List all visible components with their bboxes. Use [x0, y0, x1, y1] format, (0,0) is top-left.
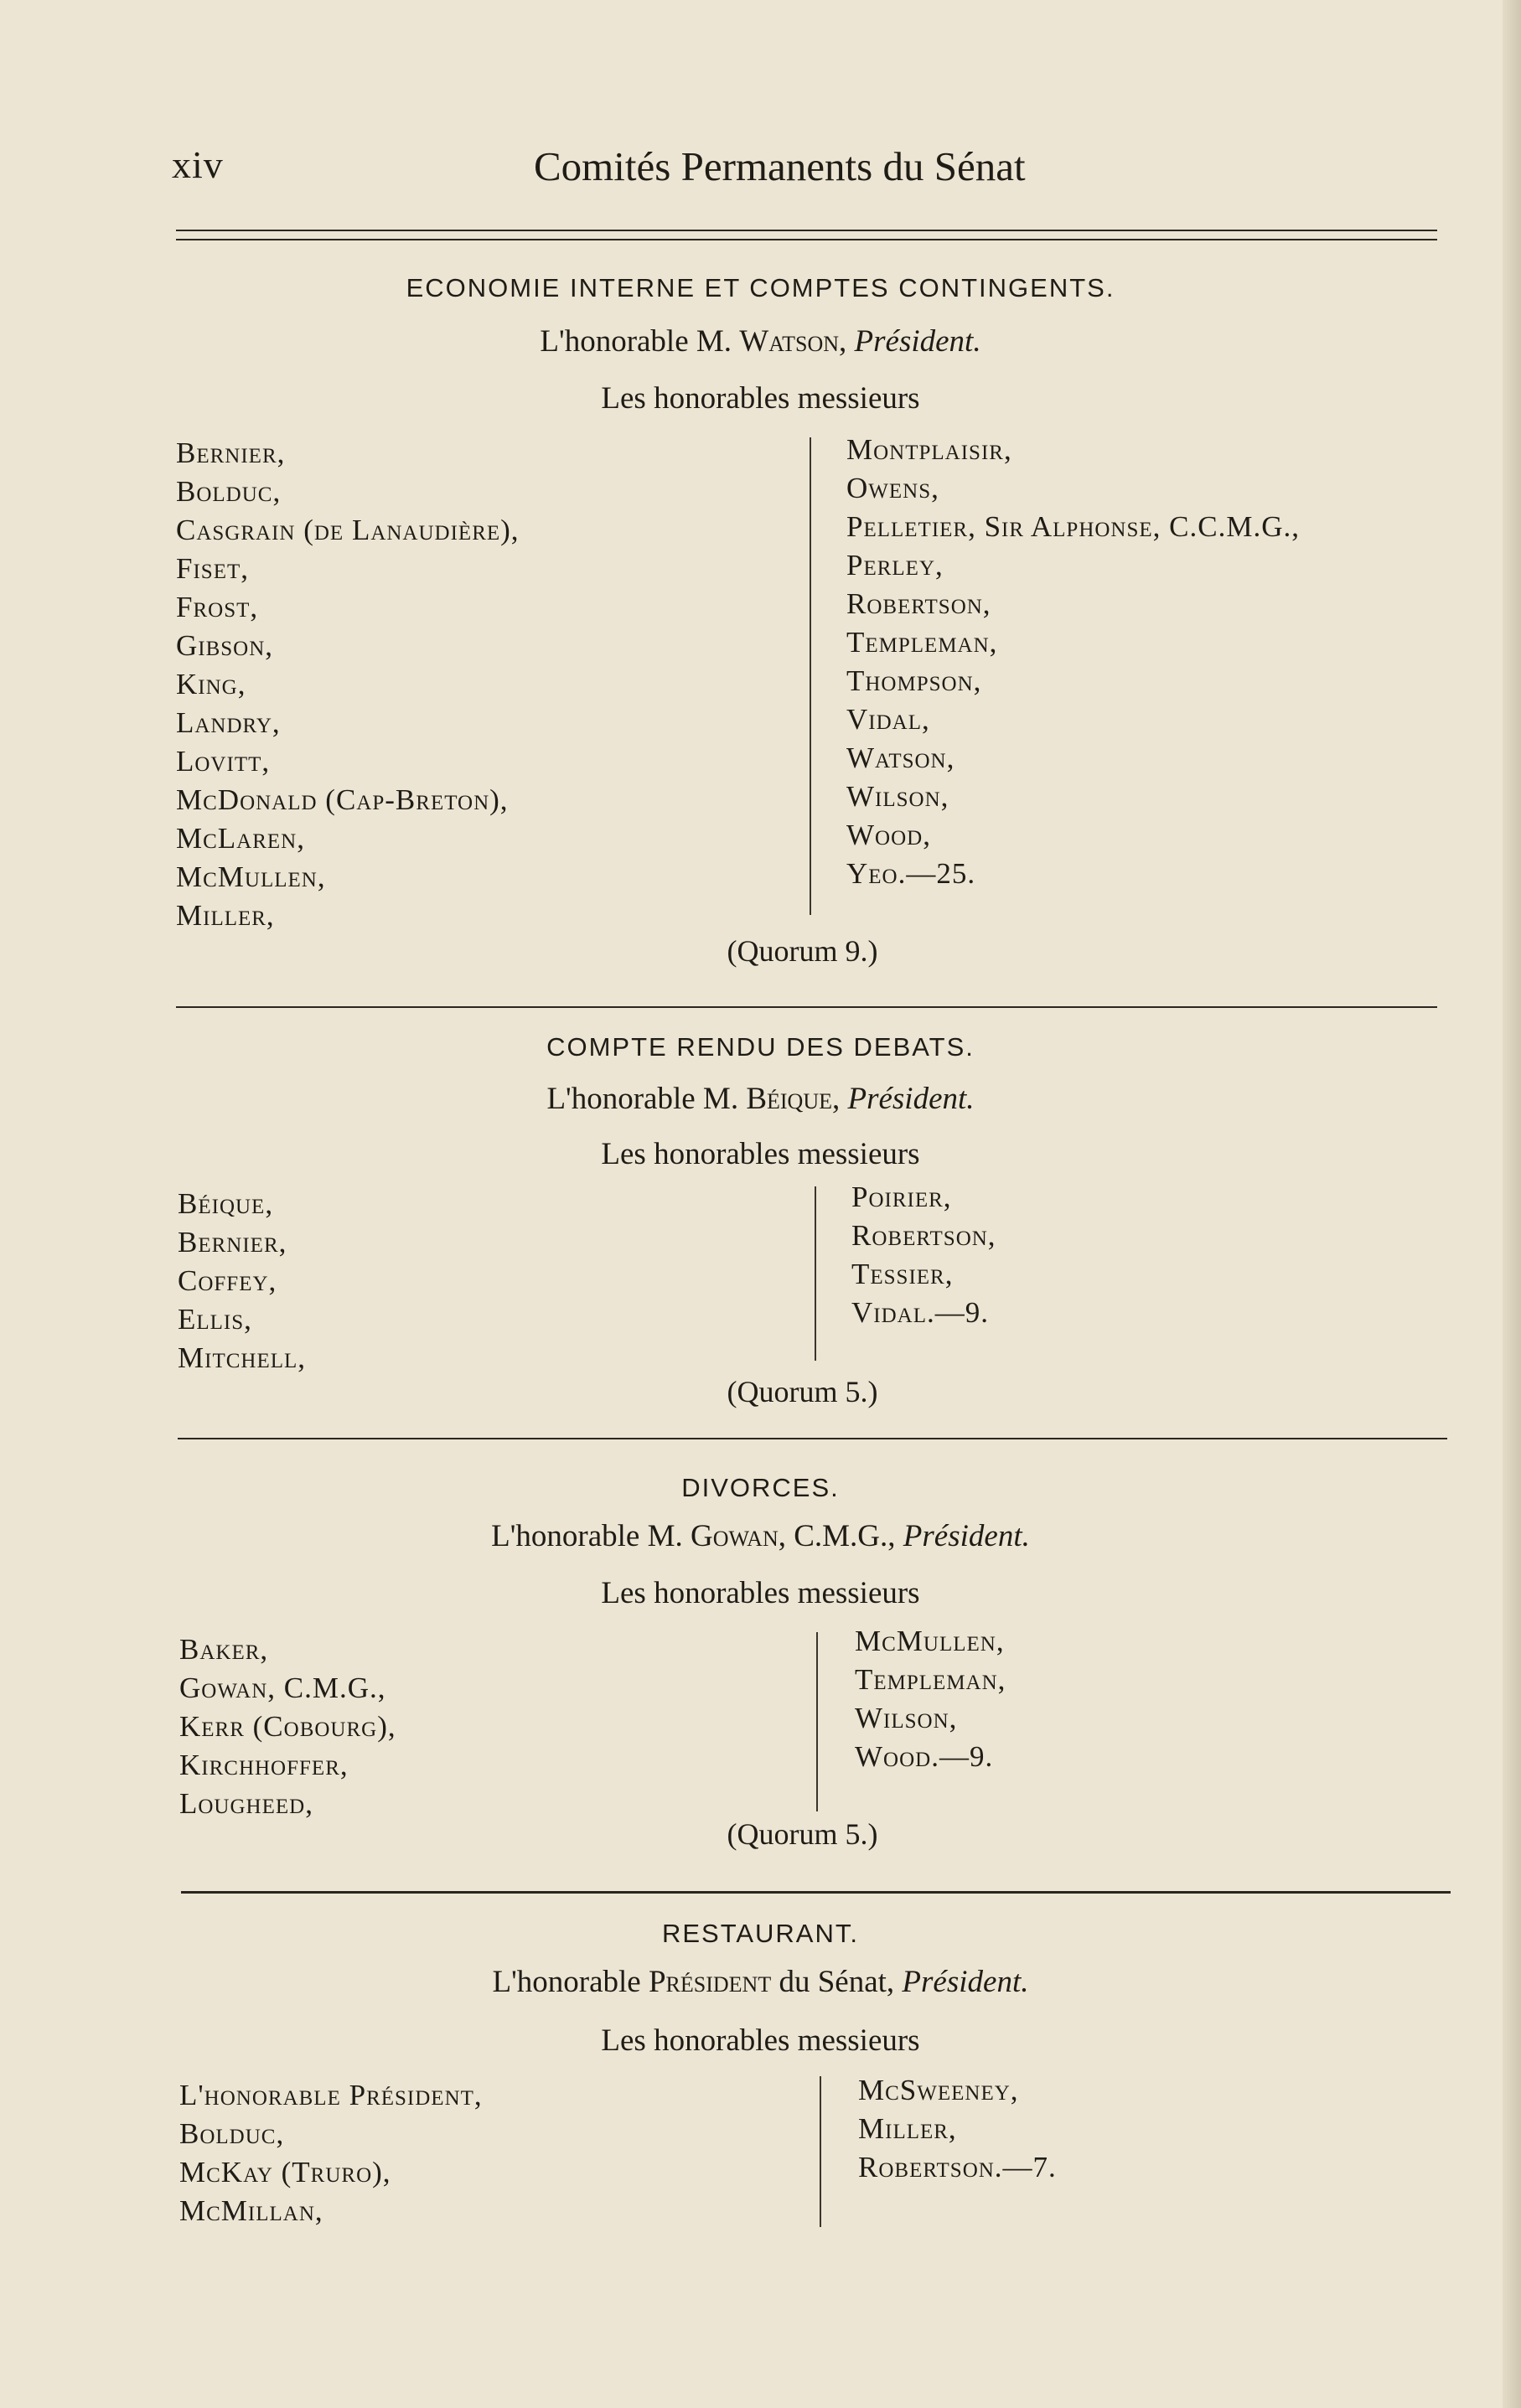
committee-chair: L'honorable M. Béique, Président.: [546, 1082, 975, 1116]
member-name: Perley,: [846, 549, 944, 581]
member-name: McSweeney,: [858, 2074, 1019, 2106]
member-name: McKay (Truro),: [179, 2156, 391, 2188]
member-name: Gowan, C.M.G.,: [179, 1672, 386, 1704]
member-name: Templeman,: [846, 626, 998, 659]
quorum: [0, 1816, 1521, 1852]
member-name: McMillan,: [179, 2194, 323, 2227]
member-name: Bolduc,: [179, 2117, 285, 2150]
quorum: [0, 933, 1521, 969]
committee-chair: [0, 1964, 1521, 2000]
members-left-column: [179, 2076, 483, 2230]
members-heading: Les honorables messieurs: [601, 2023, 920, 2058]
chair-role: Président.: [902, 1965, 1029, 1999]
members-right-column: [846, 431, 1300, 893]
chair-role: Président.: [847, 1082, 975, 1116]
member-name: Miller,: [176, 899, 275, 932]
chair-name: Watson: [739, 324, 840, 359]
members-right-column: [851, 1178, 996, 1332]
section-divider: [176, 1006, 1437, 1008]
member-name: McMullen,: [176, 860, 326, 893]
members-left-column: [176, 434, 520, 935]
member-name: Montplaisir,: [846, 433, 1012, 466]
member-name: Vidal.—9.: [851, 1296, 989, 1329]
member-name: Lougheed,: [179, 1787, 313, 1820]
members-right-column: [855, 1622, 1006, 1776]
member-name: Mitchell,: [178, 1341, 307, 1374]
quorum-text: (Quorum 5.): [727, 1375, 878, 1408]
member-name: Yeo.—25.: [846, 857, 976, 890]
section-divider: [181, 1891, 1451, 1894]
member-name: Béique,: [178, 1187, 274, 1220]
quorum-text: (Quorum 9.): [727, 934, 878, 968]
member-name: Robertson,: [851, 1219, 996, 1252]
members-heading: Les honorables messieurs: [601, 1576, 920, 1610]
member-name: Casgrain (de Lanaudière),: [176, 514, 520, 546]
column-divider: [820, 2076, 821, 2227]
member-name: Fiset,: [176, 552, 249, 585]
member-name: Lovitt,: [176, 745, 271, 778]
column-divider: [810, 437, 811, 915]
committee-chair: [0, 1518, 1521, 1554]
member-name: Wood.—9.: [855, 1740, 994, 1773]
member-name: Templeman,: [855, 1663, 1006, 1696]
header-double-rule-bottom: [176, 239, 1437, 240]
member-name: Tessier,: [851, 1258, 954, 1290]
member-name: Baker,: [179, 1633, 269, 1666]
member-name: Wilson,: [846, 780, 949, 813]
member-name: Watson,: [846, 742, 955, 774]
member-name: Bernier,: [178, 1226, 287, 1258]
running-title: Comités Permanents du Sénat: [534, 143, 1026, 189]
member-name: Gibson,: [176, 629, 274, 662]
member-name: McMullen,: [855, 1625, 1005, 1657]
committee-chair: L'honorable M. Watson, Président.: [540, 324, 981, 359]
member-name: Robertson.—7.: [858, 2151, 1057, 2183]
member-name: Pelletier, Sir Alphonse, C.C.M.G.,: [846, 510, 1300, 543]
member-name: Frost,: [176, 591, 259, 623]
member-name: Coffey,: [178, 1264, 277, 1297]
members-right-column: [858, 2071, 1057, 2187]
member-name: McDonald (Cap-Breton),: [176, 783, 509, 816]
committee-title: DIVORCES.: [681, 1473, 840, 1502]
header-double-rule-top: [176, 230, 1437, 231]
committee-title: COMPTE RENDU DES DEBATS.: [546, 1032, 975, 1062]
chair-prefix: L'honorable M.: [540, 324, 740, 359]
member-name: Bolduc,: [176, 475, 282, 508]
member-name: King,: [176, 668, 246, 700]
page-header: [0, 142, 1521, 201]
member-name: Bernier,: [176, 437, 286, 469]
column-divider: [816, 1632, 818, 1811]
chair-name: Gowan: [691, 1519, 779, 1553]
member-name: Owens,: [846, 472, 939, 504]
members-left-column: [178, 1185, 306, 1377]
chair-role: Président.: [854, 324, 981, 359]
quorum: [0, 1374, 1521, 1409]
member-name: Kirchhoffer,: [179, 1749, 349, 1781]
quorum-text: (Quorum 5.): [727, 1817, 878, 1851]
chair-name: Béique: [746, 1082, 832, 1116]
section-divider: [178, 1438, 1447, 1439]
member-name: Poirier,: [851, 1181, 952, 1213]
chair-prefix: L'honorable M.: [546, 1082, 747, 1116]
member-name: Landry,: [176, 706, 281, 739]
members-heading: Les honorables messieurs: [601, 1137, 920, 1171]
members-heading: Les honorables messieurs: [601, 381, 920, 416]
member-name: McLaren,: [176, 822, 305, 855]
member-name: Ellis,: [178, 1303, 252, 1336]
member-name: Robertson,: [846, 587, 991, 620]
members-left-column: [179, 1630, 396, 1823]
member-name: Thompson,: [846, 664, 982, 697]
chair-name: Président: [648, 1965, 772, 1999]
chair-suffix: , C.M.G.,: [778, 1519, 903, 1553]
chair-prefix: L'honorable: [492, 1965, 649, 1999]
chair-suffix: du Sénat,: [771, 1965, 903, 1999]
member-name: Wood,: [846, 819, 931, 851]
member-name: Miller,: [858, 2112, 957, 2145]
chair-prefix: L'honorable M.: [491, 1519, 691, 1553]
page-number: xiv: [172, 143, 224, 186]
member-name: Kerr (Cobourg),: [179, 1710, 396, 1743]
member-name: Wilson,: [855, 1702, 958, 1734]
chair-role: Président.: [903, 1519, 1030, 1553]
committee-title: ECONOMIE INTERNE ET COMPTES CONTINGENTS.: [406, 273, 1115, 302]
committee-title: RESTAURANT.: [661, 1919, 859, 1948]
member-name: Vidal,: [846, 703, 930, 736]
member-name: L'honorable Président,: [179, 2079, 483, 2111]
column-divider: [815, 1186, 816, 1361]
